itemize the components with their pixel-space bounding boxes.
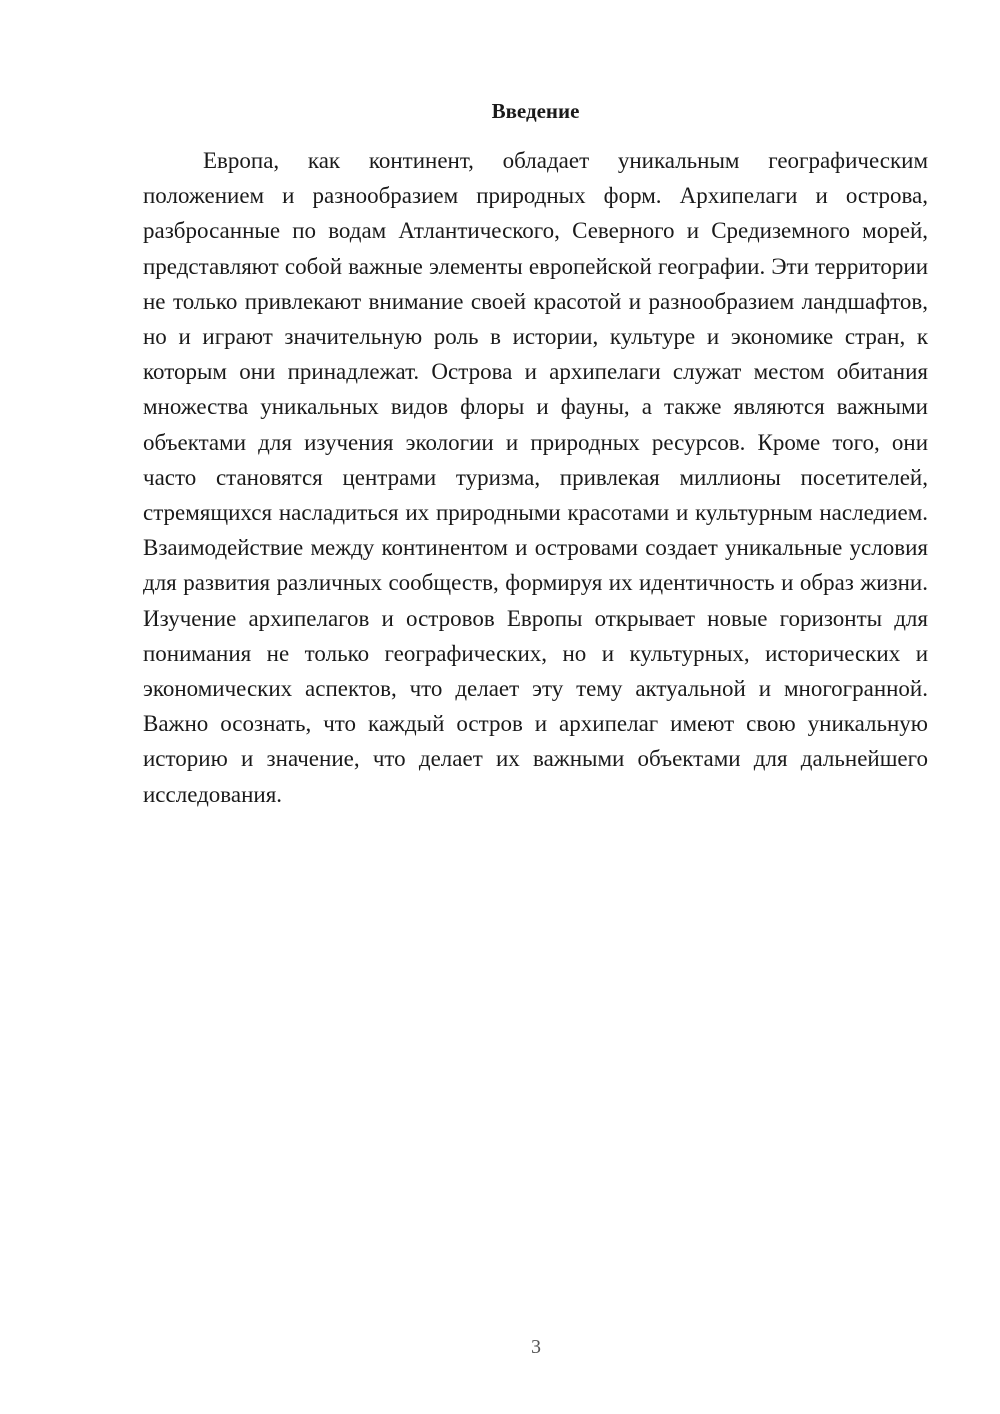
page-number: 3: [531, 1336, 541, 1358]
section-heading: Введение: [491, 99, 580, 123]
body-paragraph: Европа, как континент, обладает уникальным географическим положением и разнообразием природных форм. Архипелаги и острова, разбросанные по водам Атлантического, Северного и Средиземного морей, представляют собой важные элементы европейской географии. Эти территории не только привлекают внимание своей красотой и разнообразием ландшафтов, но и играют значительную роль в истории, культуре и экономике стран, к которым они принадлежат. Острова и архипелаги служат местом обитания множества уникальных видов флоры и фауны, а также являются важными объектами для изучения экологии и природных ресурсов. Кроме того, они часто становятся центрами туризма, привлекая миллионы посетителей, стремящихся насладиться их природными красотами и культурным наследием. Взаимодействие между континентом и островами создает уникальные условия для развития различных сообществ, формируя их идентичность и образ жизни. Изучение архипелагов и островов Европы открывает новые горизонты для понимания не только географических, но и культурных, исторических и экономических аспектов, что делает эту тему актуальной и многогранной. Важно осознать, что каждый остров и архипелаг имеют свою уникальную историю и значение, что делает их важными объектами для дальнейшего исследования.: [143, 148, 928, 807]
